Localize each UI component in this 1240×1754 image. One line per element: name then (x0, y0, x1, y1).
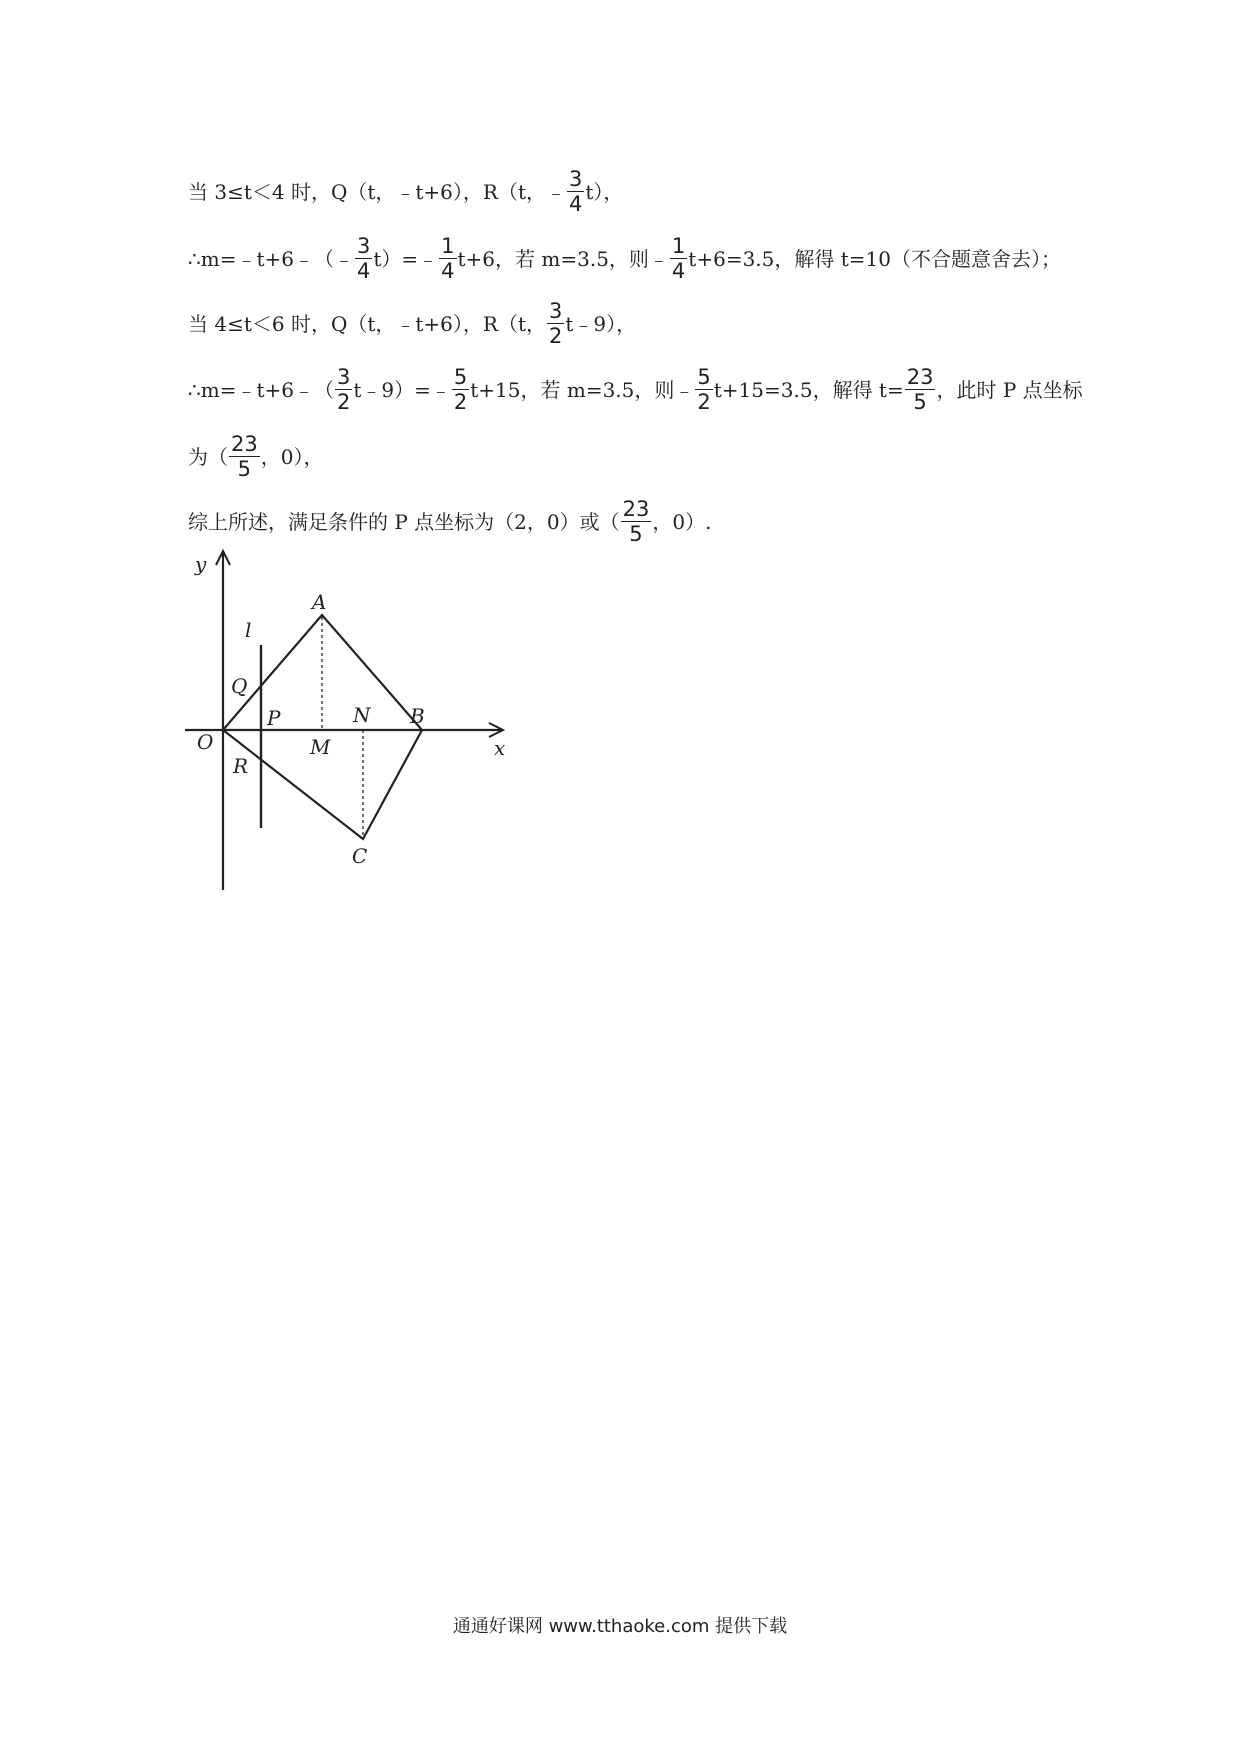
fraction-denominator: 5 (237, 457, 252, 482)
text-segment: ，0）， (260, 444, 324, 469)
fraction (229, 433, 260, 480)
label-a: A (312, 590, 327, 614)
fraction-numerator: 3 (569, 167, 583, 191)
fraction-numerator: 5 (453, 365, 468, 389)
label-c: C (352, 844, 368, 868)
text-segment: t﹣9）=﹣ (353, 377, 451, 402)
fraction-numerator: 23 (622, 497, 650, 521)
label-q: Q (231, 674, 248, 698)
fraction (695, 366, 712, 413)
text-segment: t）， (585, 179, 624, 204)
fraction (439, 235, 456, 282)
solution-line-4 (188, 366, 1083, 413)
text-segment: 当 3≤t＜4 时，Q（t，﹣t+6），R（t，﹣ (188, 179, 567, 204)
label-l: l (245, 618, 252, 642)
solution-line-2 (188, 235, 1061, 282)
text-segment: t﹣9）， (565, 311, 637, 336)
page-footer: 通通好课网 www.tthaoke.com 提供下载 (452, 1616, 788, 1637)
fraction-denominator: 4 (441, 259, 455, 284)
fraction-numerator: 1 (441, 234, 455, 258)
label-m: M (310, 735, 331, 759)
fraction (621, 498, 652, 545)
fraction-denominator: 2 (336, 390, 351, 415)
text-segment: t+15，若 m=3.5，则﹣ (470, 377, 695, 402)
fraction-numerator: 3 (356, 234, 371, 258)
fraction (452, 366, 469, 413)
fraction-denominator: 2 (453, 390, 468, 415)
fraction-denominator: 4 (569, 192, 583, 217)
solution-line-6 (188, 498, 711, 545)
text-segment: ，此时 P 点坐标 (936, 377, 1083, 402)
solution-line-5 (188, 433, 323, 480)
fraction (567, 168, 584, 215)
solution-line-1 (188, 168, 623, 215)
text-segment: ∴m=﹣t+6﹣（ (188, 377, 334, 402)
fraction-denominator: 5 (629, 522, 643, 547)
fraction-denominator: 5 (913, 390, 927, 415)
fraction-numerator: 5 (697, 365, 711, 389)
text-segment: 为（ (188, 444, 228, 469)
text-segment: t+6=3.5，解得 t=10（不合题意舍去）； (688, 246, 1061, 271)
label-n: N (353, 703, 371, 727)
label-x: x (494, 736, 506, 760)
fraction-numerator: 23 (231, 432, 258, 456)
fraction-denominator: 4 (671, 259, 686, 284)
fraction-numerator: 23 (906, 365, 934, 389)
fraction-numerator: 3 (336, 365, 351, 389)
solution-line-3 (188, 300, 636, 347)
label-o: O (197, 730, 214, 754)
text-segment: ，0）. (652, 509, 712, 534)
fraction-denominator: 2 (697, 390, 711, 415)
fraction (335, 366, 352, 413)
label-r: R (233, 754, 249, 778)
geometry-figure (185, 545, 515, 890)
fraction (905, 366, 936, 413)
fraction-numerator: 1 (671, 234, 686, 258)
label-y: y (195, 552, 207, 576)
text-segment: ∴m=﹣t+6﹣（﹣ (188, 246, 354, 271)
label-b: B (410, 704, 425, 728)
figure-canvas (185, 545, 515, 890)
fraction (670, 235, 687, 282)
text-segment: t+15=3.5，解得 t= (713, 377, 904, 402)
text-segment: t）=﹣ (373, 246, 439, 271)
fraction (547, 300, 564, 347)
text-segment: 综上所述，满足条件的 P 点坐标为（2，0）或（ (188, 509, 620, 534)
text-segment: t+6，若 m=3.5，则﹣ (457, 246, 669, 271)
fraction-denominator: 2 (549, 324, 563, 349)
text-segment: 当 4≤t＜6 时，Q（t，﹣t+6），R（t， (188, 311, 547, 336)
label-p: P (267, 706, 281, 730)
fraction-denominator: 4 (356, 259, 371, 284)
fraction (355, 235, 372, 282)
fraction-numerator: 3 (549, 299, 563, 323)
